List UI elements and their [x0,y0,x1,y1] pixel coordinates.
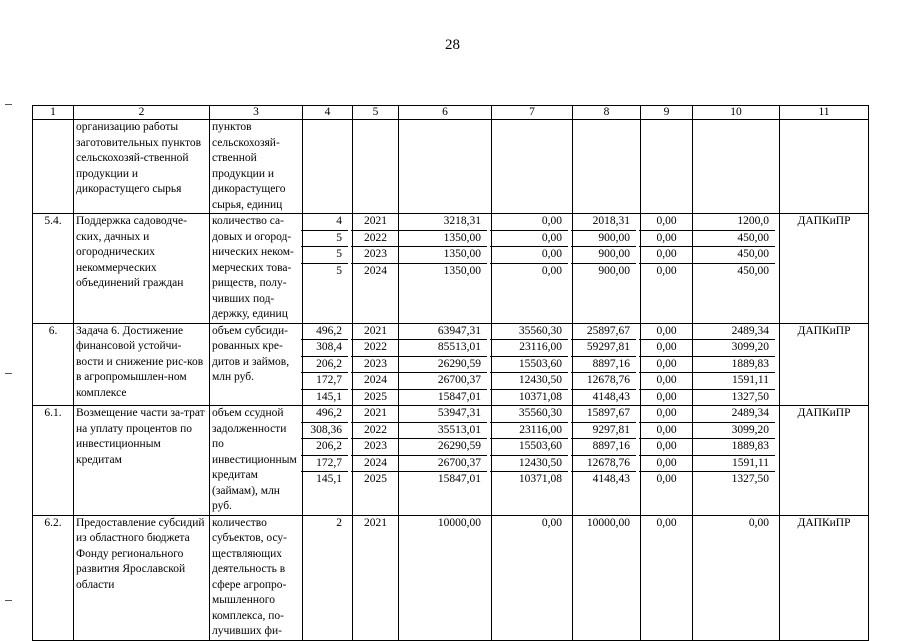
cell-value: 2023 [351,357,400,374]
cell-value: 35560,30 [490,324,568,341]
margin-mark [5,104,12,105]
cell-value: 145,1 [316,390,342,403]
cell-value: 85513,01 [397,340,487,357]
cell-col4 [303,120,353,214]
cell-value: 1327,50 [731,473,769,485]
cell-exec [780,120,869,214]
cell-col6 [399,515,492,640]
header-cell: 5 [353,106,399,120]
cell-value: 1350,00 [397,231,487,248]
cell-value: 900,00 [571,247,636,264]
cell-value: 900,00 [598,264,630,277]
cell-value: 2022 [351,231,400,248]
cell-value: 8897,16 [571,439,636,456]
cell-value: 1200,0 [691,214,775,231]
cell-no [33,120,74,214]
cell-value: 15847,01 [437,390,481,403]
table-row [33,214,869,324]
header-cell: 9 [641,106,693,120]
cell-value: 0,00 [639,324,694,341]
cell-value: 35513,01 [397,423,487,440]
cell-value: 3218,31 [397,214,487,231]
cell-col10 [693,323,780,406]
cell-col5 [353,120,399,214]
cell-no: 6. [33,323,74,406]
cell-value: 3099,20 [691,340,775,357]
cell-value: 10000,00 [586,516,630,529]
cell-col6 [399,120,492,214]
cell-value: 1327,50 [731,390,769,403]
cell-value: 10371,08 [518,473,562,485]
cell-col8 [573,120,641,214]
cell-col9 [641,120,693,214]
cell-value: 35560,30 [490,406,568,423]
cell-col6 [399,214,492,324]
cell-value: 8897,16 [571,357,636,374]
header-cell: 1 [33,106,74,120]
cell-value: 5 [336,264,342,277]
cell-no: 6.2. [33,515,74,640]
cell-col5 [353,214,399,324]
margin-mark [5,600,12,601]
cell-col4 [303,323,353,406]
cell-value: 12678,76 [571,456,636,473]
header-cell: 11 [780,106,869,120]
cell-value: 2025 [364,390,387,403]
cell-col9 [641,515,693,640]
cell-value: 2022 [351,340,400,357]
program-table [32,105,869,641]
cell-value: 2021 [351,214,400,231]
cell-value: 2 [336,516,342,529]
cell-value: 1350,00 [397,247,487,264]
cell-col9 [641,323,693,406]
table-row [33,323,869,406]
header-cell: 10 [693,106,780,120]
cell-indicator: количество субъектов, осу-ществляющих деятельность в сфере агропро-мышленного комплекса, по-лучивших фи- [210,515,303,640]
cell-indicator: объем субсиди-рованных кре-дитов и займов, млн руб. [210,323,303,406]
cell-name: Возмещение части за-трат на уплату процентов по инвестиционным кредитам [74,406,210,516]
cell-value: 0,00 [490,247,568,264]
cell-value: 1889,83 [691,439,775,456]
cell-value: 145,1 [316,473,342,485]
cell-value: 2024 [364,264,387,277]
cell-value: 9297,81 [571,423,636,440]
header-cell: 2 [74,106,210,120]
cell-col8 [573,214,641,324]
margin-mark [5,373,12,374]
cell-exec: ДАПКиПР [780,214,869,324]
cell-name: Предоставление субсидий из областного бюджета Фонду регионального развития Ярославской области [74,515,210,640]
cell-col7 [492,406,573,516]
cell-value: 2023 [351,439,400,456]
cell-value: 0,00 [656,473,677,485]
cell-value: 0,00 [639,357,694,374]
cell-value: 26290,59 [397,439,487,456]
cell-value: 12430,50 [490,456,568,473]
table-row [33,515,869,640]
cell-col7 [492,214,573,324]
cell-exec: ДАПКиПР [780,515,869,640]
cell-value: 26700,37 [397,373,487,390]
cell-value: 4148,43 [592,473,630,485]
cell-value: 23116,00 [490,423,568,440]
cell-value: 206,2 [301,439,348,456]
cell-value: 23116,00 [490,340,568,357]
cell-value: 0,00 [639,231,694,248]
cell-value: 53947,31 [397,406,487,423]
cell-col4 [303,406,353,516]
header-cell: 4 [303,106,353,120]
cell-value: 172,7 [301,456,348,473]
cell-value: 15897,67 [571,406,636,423]
cell-value: 15503,60 [490,357,568,374]
cell-value: 172,7 [301,373,348,390]
cell-indicator: количество са-довых и огород-нических неком-мерческих това-риществ, полу-чивших под-держку, единиц [210,214,303,324]
cell-value: 5 [301,247,348,264]
cell-value: 450,00 [737,264,769,277]
cell-col4 [303,515,353,640]
cell-no: 6.1. [33,406,74,516]
cell-name: организацию работы заготовительных пунктов сельскохозяй-ственной продукции и дикорастущего сырья [74,120,210,214]
cell-value: 2024 [351,373,400,390]
cell-value: 0,00 [656,390,677,403]
cell-value: 4 [301,214,348,231]
cell-value: 0,00 [639,214,694,231]
header-cell: 8 [573,106,641,120]
cell-value: 0,00 [490,231,568,248]
cell-value: 0,00 [639,406,694,423]
cell-col7 [492,120,573,214]
cell-value: 10371,08 [518,390,562,403]
cell-value: 2025 [364,473,387,485]
cell-col9 [641,214,693,324]
cell-col10 [693,120,780,214]
cell-value: 0,00 [639,439,694,456]
cell-value: 0,00 [656,516,677,529]
table-header-row [33,106,869,120]
cell-indicator: пунктов сельскохозяй-ственной продукции и дикорастущего сырья, единиц [210,120,303,214]
cell-value: 2021 [351,324,400,341]
cell-value: 1350,00 [443,264,481,277]
cell-value: 2024 [351,456,400,473]
cell-col5 [353,406,399,516]
cell-value: 15503,60 [490,439,568,456]
cell-indicator: объем ссудной задолженности по инвестиционным кредитам (займам), млн руб. [210,406,303,516]
cell-value: 2023 [351,247,400,264]
table-row [33,406,869,516]
cell-value: 63947,31 [397,324,487,341]
cell-value: 0,00 [541,264,562,277]
cell-value: 206,2 [301,357,348,374]
header-cell: 6 [399,106,492,120]
cell-value: 450,00 [691,247,775,264]
cell-value: 12678,76 [571,373,636,390]
cell-col6 [399,323,492,406]
cell-col5 [353,515,399,640]
cell-col9 [641,406,693,516]
table-row [33,120,869,214]
cell-value: 26290,59 [397,357,487,374]
cell-value: 0,00 [639,373,694,390]
cell-value: 5 [301,231,348,248]
cell-value: 2021 [364,516,387,529]
cell-col6 [399,406,492,516]
cell-value: 2018,31 [571,214,636,231]
cell-value: 15847,01 [437,473,481,485]
cell-col4 [303,214,353,324]
cell-col8 [573,515,641,640]
table-body [33,120,869,641]
cell-value: 1591,11 [691,373,775,390]
cell-value: 0,00 [639,423,694,440]
cell-value: 496,2 [301,406,348,423]
cell-col7 [492,515,573,640]
cell-col5 [353,323,399,406]
cell-value: 12430,50 [490,373,568,390]
cell-value: 2489,34 [691,406,775,423]
header-cell: 7 [492,106,573,120]
cell-exec: ДАПКиПР [780,406,869,516]
cell-value: 308,36 [301,423,348,440]
cell-exec: ДАПКиПР [780,323,869,406]
cell-name: Поддержка садоводче-ских, дачных и огороднических некоммерческих объединений граждан [74,214,210,324]
cell-value: 26700,37 [397,456,487,473]
cell-value: 308,4 [301,340,348,357]
cell-col7 [492,323,573,406]
cell-value: 0,00 [639,456,694,473]
cell-value: 0,00 [748,516,769,529]
cell-value: 2489,34 [691,324,775,341]
cell-value: 59297,81 [571,340,636,357]
cell-col10 [693,515,780,640]
cell-value: 0,00 [639,247,694,264]
cell-value: 496,2 [301,324,348,341]
cell-value: 0,00 [656,264,677,277]
cell-value: 25897,67 [571,324,636,341]
cell-value: 900,00 [571,231,636,248]
header-cell: 3 [210,106,303,120]
cell-value: 1889,83 [691,357,775,374]
cell-value: 0,00 [541,516,562,529]
cell-value: 2022 [351,423,400,440]
cell-col8 [573,323,641,406]
cell-value: 1591,11 [691,456,775,473]
cell-col8 [573,406,641,516]
cell-no: 5.4. [33,214,74,324]
cell-value: 0,00 [490,214,568,231]
cell-value: 0,00 [639,340,694,357]
cell-value: 4148,43 [592,390,630,403]
cell-value: 3099,20 [691,423,775,440]
cell-col10 [693,214,780,324]
cell-col10 [693,406,780,516]
cell-name: Задача 6. Достижение финансовой устойчи-вости и снижение рис-ков в агропромышлен-ном комплексе [74,323,210,406]
cell-value: 10000,00 [437,516,481,529]
cell-value: 450,00 [691,231,775,248]
cell-value: 2021 [351,406,400,423]
page-number: 28 [445,37,460,53]
